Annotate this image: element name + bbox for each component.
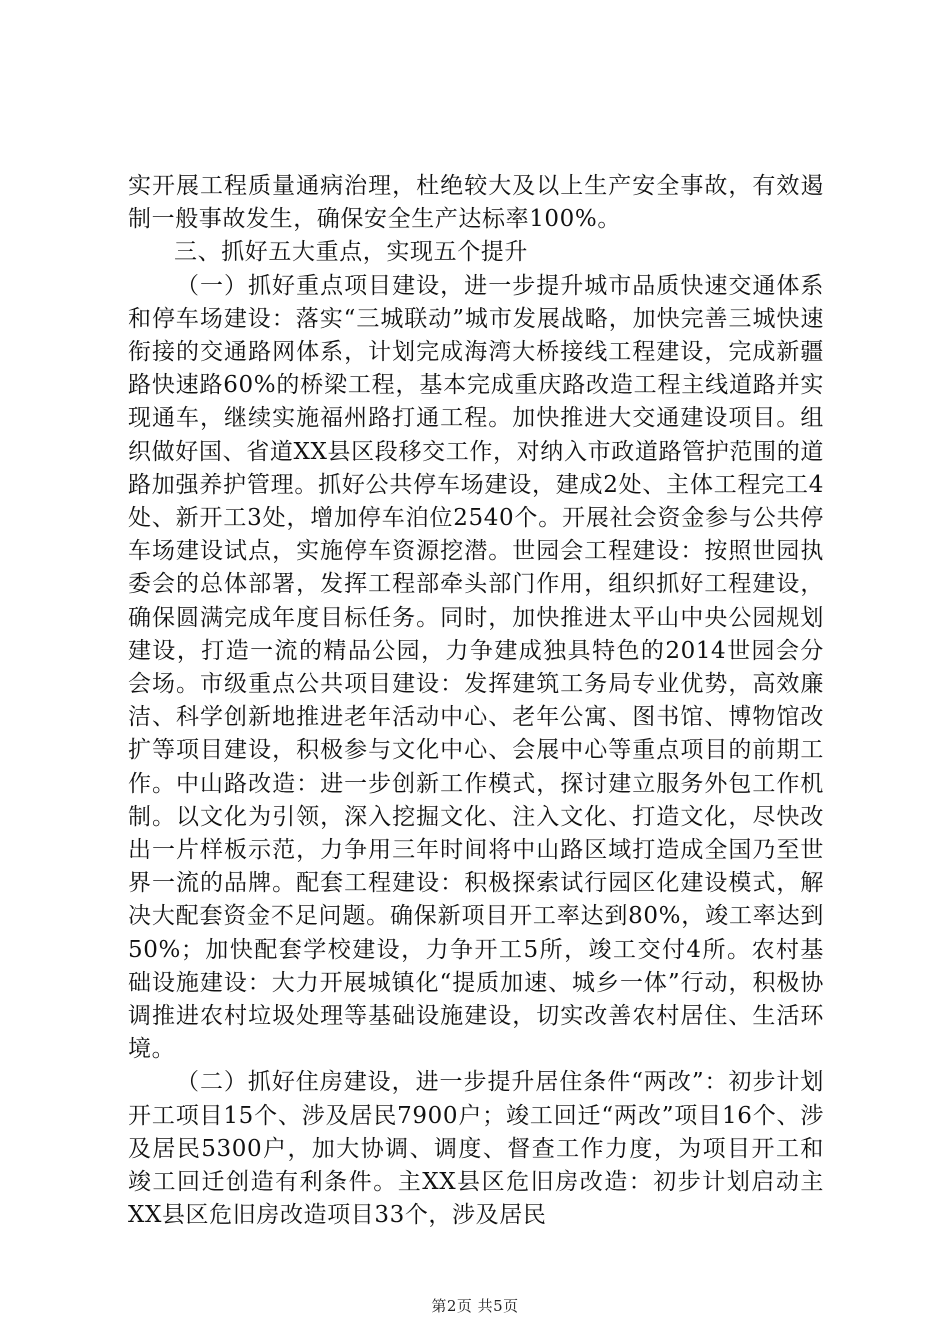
paragraph-key-projects: （一）抓好重点项目建设，进一步提升城市品质快速交通体系和停车场建设：落实“三城联动”城市发展战略，加快完善三城快速衔接的交通路网体系，计划完成海湾大桥接线工程建设，完成新疆路快速路60%的桥梁工程，基本完成重庆路改造工程主线道路并实现通车，继续实施福州路打通工程。加快推进大交通建设项目。组织做好国、省道XX县区段移交工作，对纳入市政道路管护范围的道路加强养护管理。抓好公共停车场建设，建成2处、主体工程完工4处、新开工3处，增加停车泊位2540个。开展社会资金参与公共停车场建设试点，实施停车资源挖潜。世园会工程建设：按照世园执委会的总体部署，发挥工程部牵头部门作用，组织抓好工程建设，确保圆满完成年度目标任务。同时，加快推进太平山中央公园规划建设，打造一流的精品公园，力争建成独具特色的2014世园会分会场。市级重点公共项目建设：发挥建筑工务局专业优势，高效廉洁、科学创新地推进老年活动中心、老年公寓、图书馆、博物馆改扩等项目建设，积极参与文化中心、会展中心等重点项目的前期工作。中山路改造：进一步创新工作模式，探讨建立服务外包工作机制。以文化为引领，深入挖掘文化、注入文化、打造文化，尽快改出一片样板示范，力争用三年时间将中山路区域打造成全国乃至世界一流的品牌。配套工程建设：积极探索试行园区化建设模式，解决大配套资金不足问题。确保新项目开工率达到80%，竣工率达到50%；加快配套学校建设，力争开工5所，竣工交付4所。农村基础设施建设：大力开展城镇化“提质加速、城乡一体”行动，积极协调推进农村垃圾处理等基础设施建设，切实改善农村居住、生活环境。 xyxy=(128,272,824,1063)
document-body xyxy=(128,170,824,1233)
paragraph-safety-continuation: 实开展工程质量通病治理，杜绝较大及以上生产安全事故，有效遏制一般事故发生，确保安全生产达标率100%。 xyxy=(128,173,824,233)
page-footer: 第2页 共5页 xyxy=(431,1297,519,1315)
section-heading-three: 三、抓好五大重点，实现五个提升 xyxy=(174,239,528,266)
paragraph-housing: （二）抓好住房建设，进一步提升居住条件“两改”：初步计划开工项目15个、涉及居民7900户；竣工回迁“两改”项目16个、涉及居民5300户，加大协调、调度、督查工作力度，为项目开工和竣工回迁创造有利条件。主XX县区危旧房改造：初步计划启动主XX县区危旧房改造项目33个，涉及居民 xyxy=(128,1069,824,1229)
